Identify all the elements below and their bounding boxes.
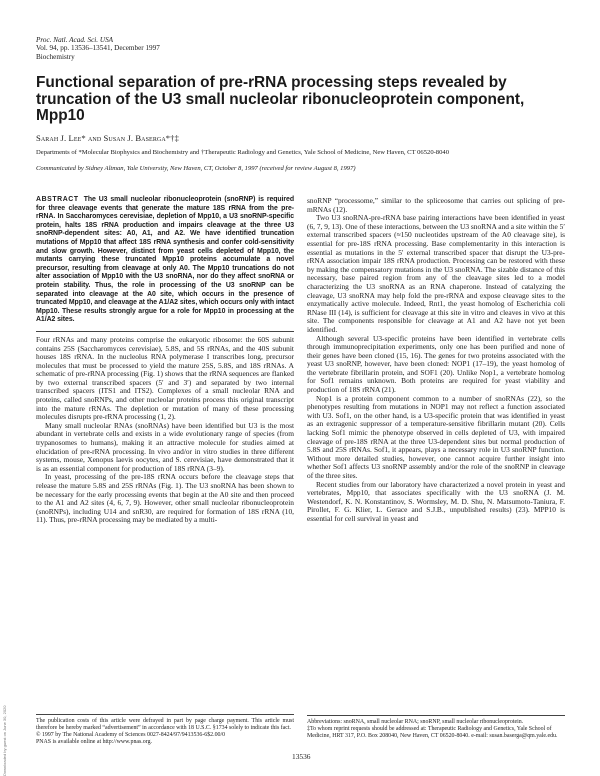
footnote-text: The publication costs of this article were defrayed in part by page charge payment. This article must therefore be hereby marked “advertisement” in accordance with 18 U.S.C. §1734 solely to indicate this fact. © 1997 by The National Academy of Sciences 0027-8424/97/9413536-6$2.00/0 PNAS is available online at http://www.pnas.org. — [36, 718, 294, 745]
abbreviations-footnote — [307, 715, 565, 740]
journal-header — [36, 36, 160, 61]
abstract-divider — [36, 331, 294, 332]
abstract — [36, 196, 294, 325]
footnote-text: Abbreviations: snoRNA, small nucleolar RNA; snoRNP, small nucleolar ribonucleoprotein. ‡To whom reprint requests should be addressed at: Therapeutic Radiology and Genetics, Yale School of Medicine, HRT 317, P.O. Box 208040, New Haven, CT 06520-8040. e-mail: susan.baserga@qm.yale.edu. — [307, 719, 558, 739]
page-number: 13536 — [292, 752, 311, 761]
footnote-divider — [307, 715, 565, 716]
body-paragraph: Two U3 snoRNA-pre-rRNA base pairing interactions have been identified in yeast (6, 7, 9, 13). One of these interactions, between the U3 snoRNA and a site within the 5′ external transcribed spacers (≈150 nucleotides upstream of the A0 cleavage site), is essential for pre-18S rRNA processing. Base complementarity in this interaction is essential as mutations in the 5′ external transcribed spacer that disrupt the U3-pre-rRNA association impair 18S rRNA production. Processing can be restored with these by making the compensatory mutations in the U3 snoRNA. The sizable distance of this necessary, base paired region from any of the cleavage sites led to a model characterizing the U3 snoRNA as an RNA chaperone. Instead of catalyzing the cleavage, U3 snoRNA may help fold the pre-rRNA and expose cleavage sites to the enzymatically active molecule. Indeed, Rnt1, the yeast homolog of Escherichia coli RNase III (14), is sufficient for cleavage at this site in vitro and cleaves in vivo at this site. The components responsible for cleavage at A1 and A2 have not yet been identified. — [307, 213, 565, 334]
body-paragraph: snoRNP “processome,” similar to the spliceosome that carries out splicing of pre-mRNAs (12). — [307, 196, 565, 214]
article-authors: Sarah J. Lee* and Susan J. Baserga*†‡ — [36, 133, 179, 143]
author-affiliation: Departments of *Molecular Biophysics and Biochemistry and †Therapeutic Radiology and Genetics, Yale School of Medicine, New Haven, CT 06520-8040 — [36, 149, 449, 156]
footnote-divider — [36, 714, 294, 715]
body-paragraph: Many small nucleolar RNAs (snoRNAs) have been identified but U3 is the most abundant in vertebrate cells and exists in a wide evolutionary range of species (from trypanosomes to humans), making it an attractive molecule for studies aimed at elucidation of pre-rRNA processing. In vivo and/or in vitro studies in three different systems, mouse, Xenopus laevis oocytes, and S. cerevisiae, have demonstrated that it is as an essential component for production of 18S rRNA (3–9). — [36, 420, 294, 473]
download-stamp-text: Downloaded by guest on June 30, 2020 — [2, 705, 7, 776]
abstract-text: The U3 small nucleolar ribonucleoprotein (snoRNP) is required for three cleavage events that generate the mature 18S rRNA from the pre-rRNA. In Saccharomyces cerevisiae, depletion of Mpp10, a U3 snoRNP-specific protein, halts 18S rRNA production and impairs cleavage at the three U3 snoRNP-dependent sites: A0, A1, and A2. We have identified truncation mutations of Mpp10 that affect 18S rRNA synthesis and confer cold-sensitivity and slow growth. However, distinct from yeast cells depleted of Mpp10, the mutants carrying these truncated Mpp10 proteins accumulate a novel precursor, resulting from cleavage at only A0. The Mpp10 truncations do not alter association of Mpp10 with the U3 snoRNA, nor do they affect snoRNA or protein stability. Thus, the role in processing of the U3 snoRNP can be separated into cleavage at the A0 site, which occurs in the presence of truncated Mpp10, and cleavage at the A1/A2 sites, which occurs only with intact Mpp10. These results strongly argue for a role for Mpp10 in processing at the A1/A2 sites. — [36, 196, 294, 324]
left-column — [36, 196, 294, 525]
body-paragraph: Although several U3-specific proteins have been identified in vertebrate cells through immunoprecipitation experiments, only one has been purified and none of their genes have been cloned (15, 16). The genes for two proteins associated with the yeast U3 snoRNP, however, have been cloned: NOP1 (17–19), the yeast homolog of the vertebrate fibrillarin protein, and SOF1 (20). Unlike Nop1, a vertebrate homolog for Sof1 remains unknown. Both proteins are required for yeast viability and production of 18S rRNA (21). — [307, 333, 565, 395]
body-paragraph: In yeast, processing of the pre-18S rRNA occurs before the cleavage steps that release the mature 5.8S and 25S rRNAs (Fig. 1). The U3 snoRNA has been shown to be necessary for the early processing events that begin at the A0 site and then proceed to the A1 and A2 sites (4, 6, 7, 9). However, other small nucleolar ribonucleoprotein (snoRNPs), including U14 and snR30, are required for formation of 18S rRNA (10, 11). Thus, pre-rRNA processing may be mediated by a multi- — [36, 472, 294, 525]
journal-section: Biochemistry — [36, 52, 75, 61]
publication-footnote — [36, 714, 294, 746]
journal-volume: Vol. 94, pp. 13536–13541, December 1997 — [36, 44, 160, 53]
body-paragraph: Four rRNAs and many proteins comprise the eukaryotic ribosome: the 60S subunit contains 25S (Saccharomyces cerevisiae), 5.8S, and 5S rRNAs, and the 40S subunit houses 18S rRNA. In the nucleolus RNA polymerase I transcribes long, precursor molecules that must be processed to yield the mature 25S, 5.8S, and 18S rRNAs. A schematic of pre-rRNA processing (Fig. 1) shows that the rRNA sequences are flanked by two external transcribed spacers (5′ and 3′) and separated by two internal transcribed spacers (ITS1 and ITS2). Complexes of a small nucleolar RNA and proteins, called snoRNPs, and other nucleolar proteins process this original transcript into the mature rRNAs. The depletion or mutation of many of these processing molecules disrupts pre-rRNA processing (1, 2). — [36, 334, 294, 422]
right-column — [307, 197, 565, 524]
journal-name: Proc. Natl. Acad. Sci. USA — [36, 36, 114, 44]
body-paragraph: Recent studies from our laboratory have characterized a novel protein in yeast and vertebrates, Mpp10, that associates specifically with the U3 snoRNA (J. M. Westendorf, K. N. Konstantinov, S. Wormsley, M. D. Shu, N. Matsumoto-Taniura, F. Pirollet, F. G. Klier, L. Gerace and S.J.B., unpublished results) (23). MPP10 is essential for cell survival in yeast and — [307, 479, 565, 523]
article-title: Functional separation of pre-rRNA processing steps revealed by truncation of the U3 small nucleolar ribonucleoprotein component, Mpp10 — [36, 74, 525, 125]
communicated-line: Communicated by Sidney Altman, Yale University, New Haven, CT, October 8, 1997 (received for review August 8, 1997) — [36, 165, 356, 172]
abstract-label: ABSTRACT — [36, 196, 79, 203]
download-stamp — [2, 590, 8, 776]
body-paragraph: Nop1 is a protein component common to a number of snoRNAs (22), so the phenotypes resulting from mutations in NOP1 may not reflect a function associated with U3. Sof1, on the other hand, is a U3-specific protein that was identified in yeast as an extragenic suppressor of a temperature-sensitive fibrillarin mutant (20). Cells lacking Sof1 mimic the phenotype observed in cells depleted of U3, with impaired cleavage of pre-18S rRNA at the three U3-dependent sites but normal production of 5.8S and 25S rRNAs. Sof1, it appears, plays a necessary role in U3 snoRNP function. Without more detailed studies, however, one cannot acquire further insight into whether Sof1 affects U3 snoRNP assembly and/or the role of the snoRNP in cleavage of the three sites. — [307, 393, 565, 480]
